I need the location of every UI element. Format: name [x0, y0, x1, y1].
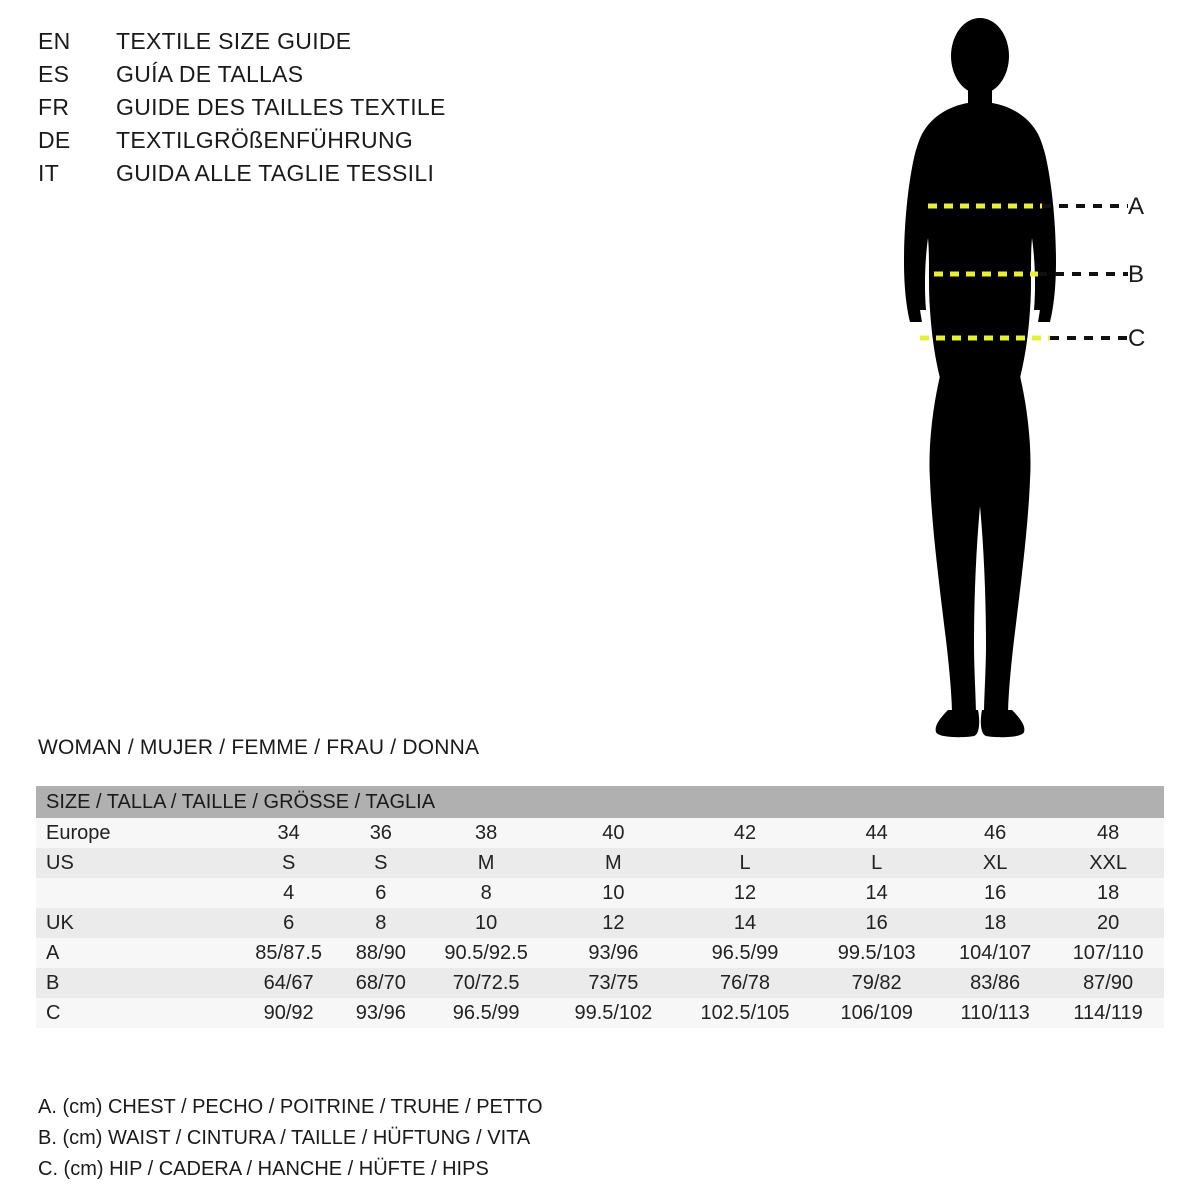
- table-cell: 99.5/102: [552, 998, 675, 1028]
- table-cell: 36: [341, 818, 420, 848]
- table-row: [36, 908, 1164, 938]
- table-cell: 90.5/92.5: [420, 938, 552, 968]
- table-cell: 38: [420, 818, 552, 848]
- table-cell: 12: [552, 908, 675, 938]
- footnote-waist: B. (cm) WAIST / CINTURA / TAILLE / HÜFTUNG / VITA: [38, 1127, 531, 1149]
- table-cell: 18: [1052, 878, 1164, 908]
- female-silhouette-icon: [860, 10, 1190, 750]
- table-cell: 83/86: [938, 968, 1052, 998]
- title-lang-code: IT: [38, 160, 60, 186]
- title-block: [38, 28, 658, 193]
- table-cell: 88/90: [341, 938, 420, 968]
- row-label: A: [36, 938, 236, 968]
- table-cell: 99.5/103: [815, 938, 938, 968]
- title-lang-code: ES: [38, 61, 70, 87]
- table-cell: 68/70: [341, 968, 420, 998]
- size-table: [36, 786, 1164, 1028]
- table-cell: 20: [1052, 908, 1164, 938]
- title-row: [38, 127, 658, 160]
- table-cell: 85/87.5: [236, 938, 341, 968]
- table-cell: 16: [815, 908, 938, 938]
- table-row: [36, 968, 1164, 998]
- table-cell: 64/67: [236, 968, 341, 998]
- table-cell: 44: [815, 818, 938, 848]
- table-cell: 107/110: [1052, 938, 1164, 968]
- table-row: [36, 998, 1164, 1028]
- table-cell: XL: [938, 848, 1052, 878]
- table-cell: 70/72.5: [420, 968, 552, 998]
- table-row: [36, 878, 1164, 908]
- table-cell: 14: [675, 908, 815, 938]
- table-cell: 6: [341, 878, 420, 908]
- table-cell: 106/109: [815, 998, 938, 1028]
- table-cell: S: [236, 848, 341, 878]
- table-cell: 4: [236, 878, 341, 908]
- table-cell: 34: [236, 818, 341, 848]
- table-header-row: [36, 786, 1164, 818]
- table-cell: 102.5/105: [675, 998, 815, 1028]
- table-cell: 12: [675, 878, 815, 908]
- title-text: GUIDE DES TAILLES TEXTILE: [116, 94, 446, 120]
- table-cell: 42: [675, 818, 815, 848]
- title-lang-code: FR: [38, 94, 70, 120]
- table-row: [36, 938, 1164, 968]
- table-cell: 93/96: [341, 998, 420, 1028]
- table-cell: 10: [420, 908, 552, 938]
- measure-label-a: A: [1128, 193, 1145, 220]
- table-cell: 96.5/99: [675, 938, 815, 968]
- row-label: UK: [36, 908, 236, 938]
- table-cell: 40: [552, 818, 675, 848]
- table-cell: 6: [236, 908, 341, 938]
- row-label: [36, 878, 236, 908]
- table-cell: 104/107: [938, 938, 1052, 968]
- table-cell: M: [552, 848, 675, 878]
- table-cell: 8: [420, 878, 552, 908]
- table-cell: L: [675, 848, 815, 878]
- title-row: [38, 28, 658, 61]
- table-header-label: SIZE / TALLA / TAILLE / GRÖSSE / TAGLIA: [36, 786, 1164, 818]
- footnote-chest: A. (cm) CHEST / PECHO / POITRINE / TRUHE / PETTO: [38, 1096, 543, 1118]
- measure-label-c: C: [1128, 325, 1146, 352]
- row-label: B: [36, 968, 236, 998]
- table-cell: 46: [938, 818, 1052, 848]
- table-cell: 90/92: [236, 998, 341, 1028]
- footnote-hip: C. (cm) HIP / CADERA / HANCHE / HÜFTE / HIPS: [38, 1158, 489, 1180]
- measurement-figure: [860, 10, 1190, 750]
- footnotes: [38, 1092, 938, 1185]
- table-cell: 76/78: [675, 968, 815, 998]
- title-text: GUÍA DE TALLAS: [116, 61, 304, 87]
- table-cell: 114/119: [1052, 998, 1164, 1028]
- table-cell: 96.5/99: [420, 998, 552, 1028]
- table-cell: 14: [815, 878, 938, 908]
- group-heading: WOMAN / MUJER / FEMME / FRAU / DONNA: [38, 736, 480, 759]
- title-lang-code: EN: [38, 28, 71, 54]
- table-cell: 10: [552, 878, 675, 908]
- table-cell: L: [815, 848, 938, 878]
- table-cell: 73/75: [552, 968, 675, 998]
- row-label: US: [36, 848, 236, 878]
- table-cell: 18: [938, 908, 1052, 938]
- table-cell: 48: [1052, 818, 1164, 848]
- table-cell: 110/113: [938, 998, 1052, 1028]
- table-cell: S: [341, 848, 420, 878]
- table-cell: 8: [341, 908, 420, 938]
- title-text: GUIDA ALLE TAGLIE TESSILI: [116, 160, 435, 186]
- row-label: C: [36, 998, 236, 1028]
- measure-label-b: B: [1128, 261, 1145, 288]
- table-cell: M: [420, 848, 552, 878]
- table-cell: 87/90: [1052, 968, 1164, 998]
- table-row: [36, 848, 1164, 878]
- title-lang-code: DE: [38, 127, 71, 153]
- table-cell: XXL: [1052, 848, 1164, 878]
- title-row: [38, 61, 658, 94]
- title-row: [38, 160, 658, 193]
- table-row: [36, 818, 1164, 848]
- table-cell: 79/82: [815, 968, 938, 998]
- title-row: [38, 94, 658, 127]
- table-cell: 93/96: [552, 938, 675, 968]
- table-cell: 16: [938, 878, 1052, 908]
- title-text: TEXTILGRÖßENFÜHRUNG: [116, 127, 414, 153]
- title-text: TEXTILE SIZE GUIDE: [116, 28, 352, 54]
- row-label: Europe: [36, 818, 236, 848]
